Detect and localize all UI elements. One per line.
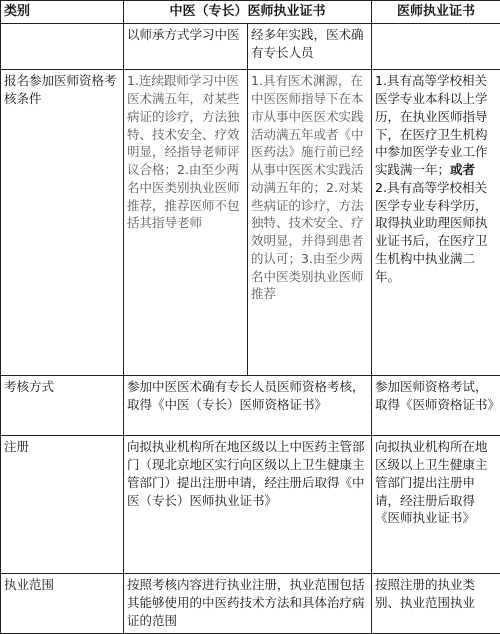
scope-label: 执业范围 <box>1 574 124 634</box>
row-eligibility <box>1 70 500 376</box>
exam-label: 考核方式 <box>1 376 124 436</box>
subheader-experience: 经多年实践，医术确有专长人员 <box>248 24 372 70</box>
subheader-row <box>1 24 500 70</box>
scope-physician: 按照注册的执业类别、执业范围执业 <box>372 574 500 634</box>
row-registration <box>1 436 500 574</box>
subheader-mentor: 以师承方式学习中医 <box>124 24 248 70</box>
exam-physician: 参加医师资格考试，取得《医师资格证书》 <box>372 376 500 436</box>
eligibility-mentor: 1.连续跟师学习中医医术满五年，对某些病证的诊疗，方法独特、技术安全、疗效明显，经指导老师评议合格；2.由至少两名中医类别执业医师推荐，推荐医师不包括其指导老师 <box>124 70 248 376</box>
row-scope <box>1 574 500 634</box>
registration-label: 注册 <box>1 436 124 574</box>
registration-tcm: 向拟执业机构所在地区级以上中医药主管部门（现北京地区实行向区级以上卫生健康主管部门）提出注册申请，经注册后取得《中医（专长）医师执业证书》 <box>124 436 372 574</box>
scope-tcm: 按照考核内容进行执业注册，执业范围包括其能够使用的中医药技术方法和具体治疗病证的范围 <box>124 574 372 634</box>
eligibility-experience: 1.具有医术渊源，在中医医师指导下在本市从事中医医术实践活动满五年或者《中医药法》施行前已经从事中医医术实践活动满五年的；2.对某些病证的诊疗，方法独特、技术安全、疗效明显，并得到患者的认可；3.由至少两名中医类别执业医师推荐 <box>248 70 372 376</box>
eligibility-physician-or: 或者 <box>450 162 475 177</box>
registration-physician: 向拟执业机构所在地区级以上卫生健康主管部门提出注册申请，经注册后取得《医师执业证书》 <box>372 436 500 574</box>
eligibility-physician-a: 1.具有高等学校相关医学专业本科以上学历，在执业医师指导下，在医疗卫生机构中参加医学专业工作实践满一年； <box>375 73 488 177</box>
exam-tcm: 参加中医医术确有专长人员医师资格考核，取得《中医（专长）医师资格证书》 <box>124 376 372 436</box>
header-row <box>1 1 500 24</box>
subheader-empty <box>1 24 124 70</box>
header-category: 类别 <box>1 1 124 24</box>
eligibility-label: 报名参加医师资格考核条件 <box>1 70 124 376</box>
header-tcm-certificate: 中医（专长）医师执业证书 <box>124 1 372 24</box>
eligibility-physician <box>372 70 500 376</box>
subheader-empty-right <box>372 24 500 70</box>
eligibility-physician-b: 2.具有高等学校相关医学专业专科学历，取得执业助理医师执业证书后，在医疗卫生机构中执业满二年。 <box>375 180 488 284</box>
row-exam <box>1 376 500 436</box>
header-physician-certificate: 医师执业证书 <box>372 1 500 24</box>
